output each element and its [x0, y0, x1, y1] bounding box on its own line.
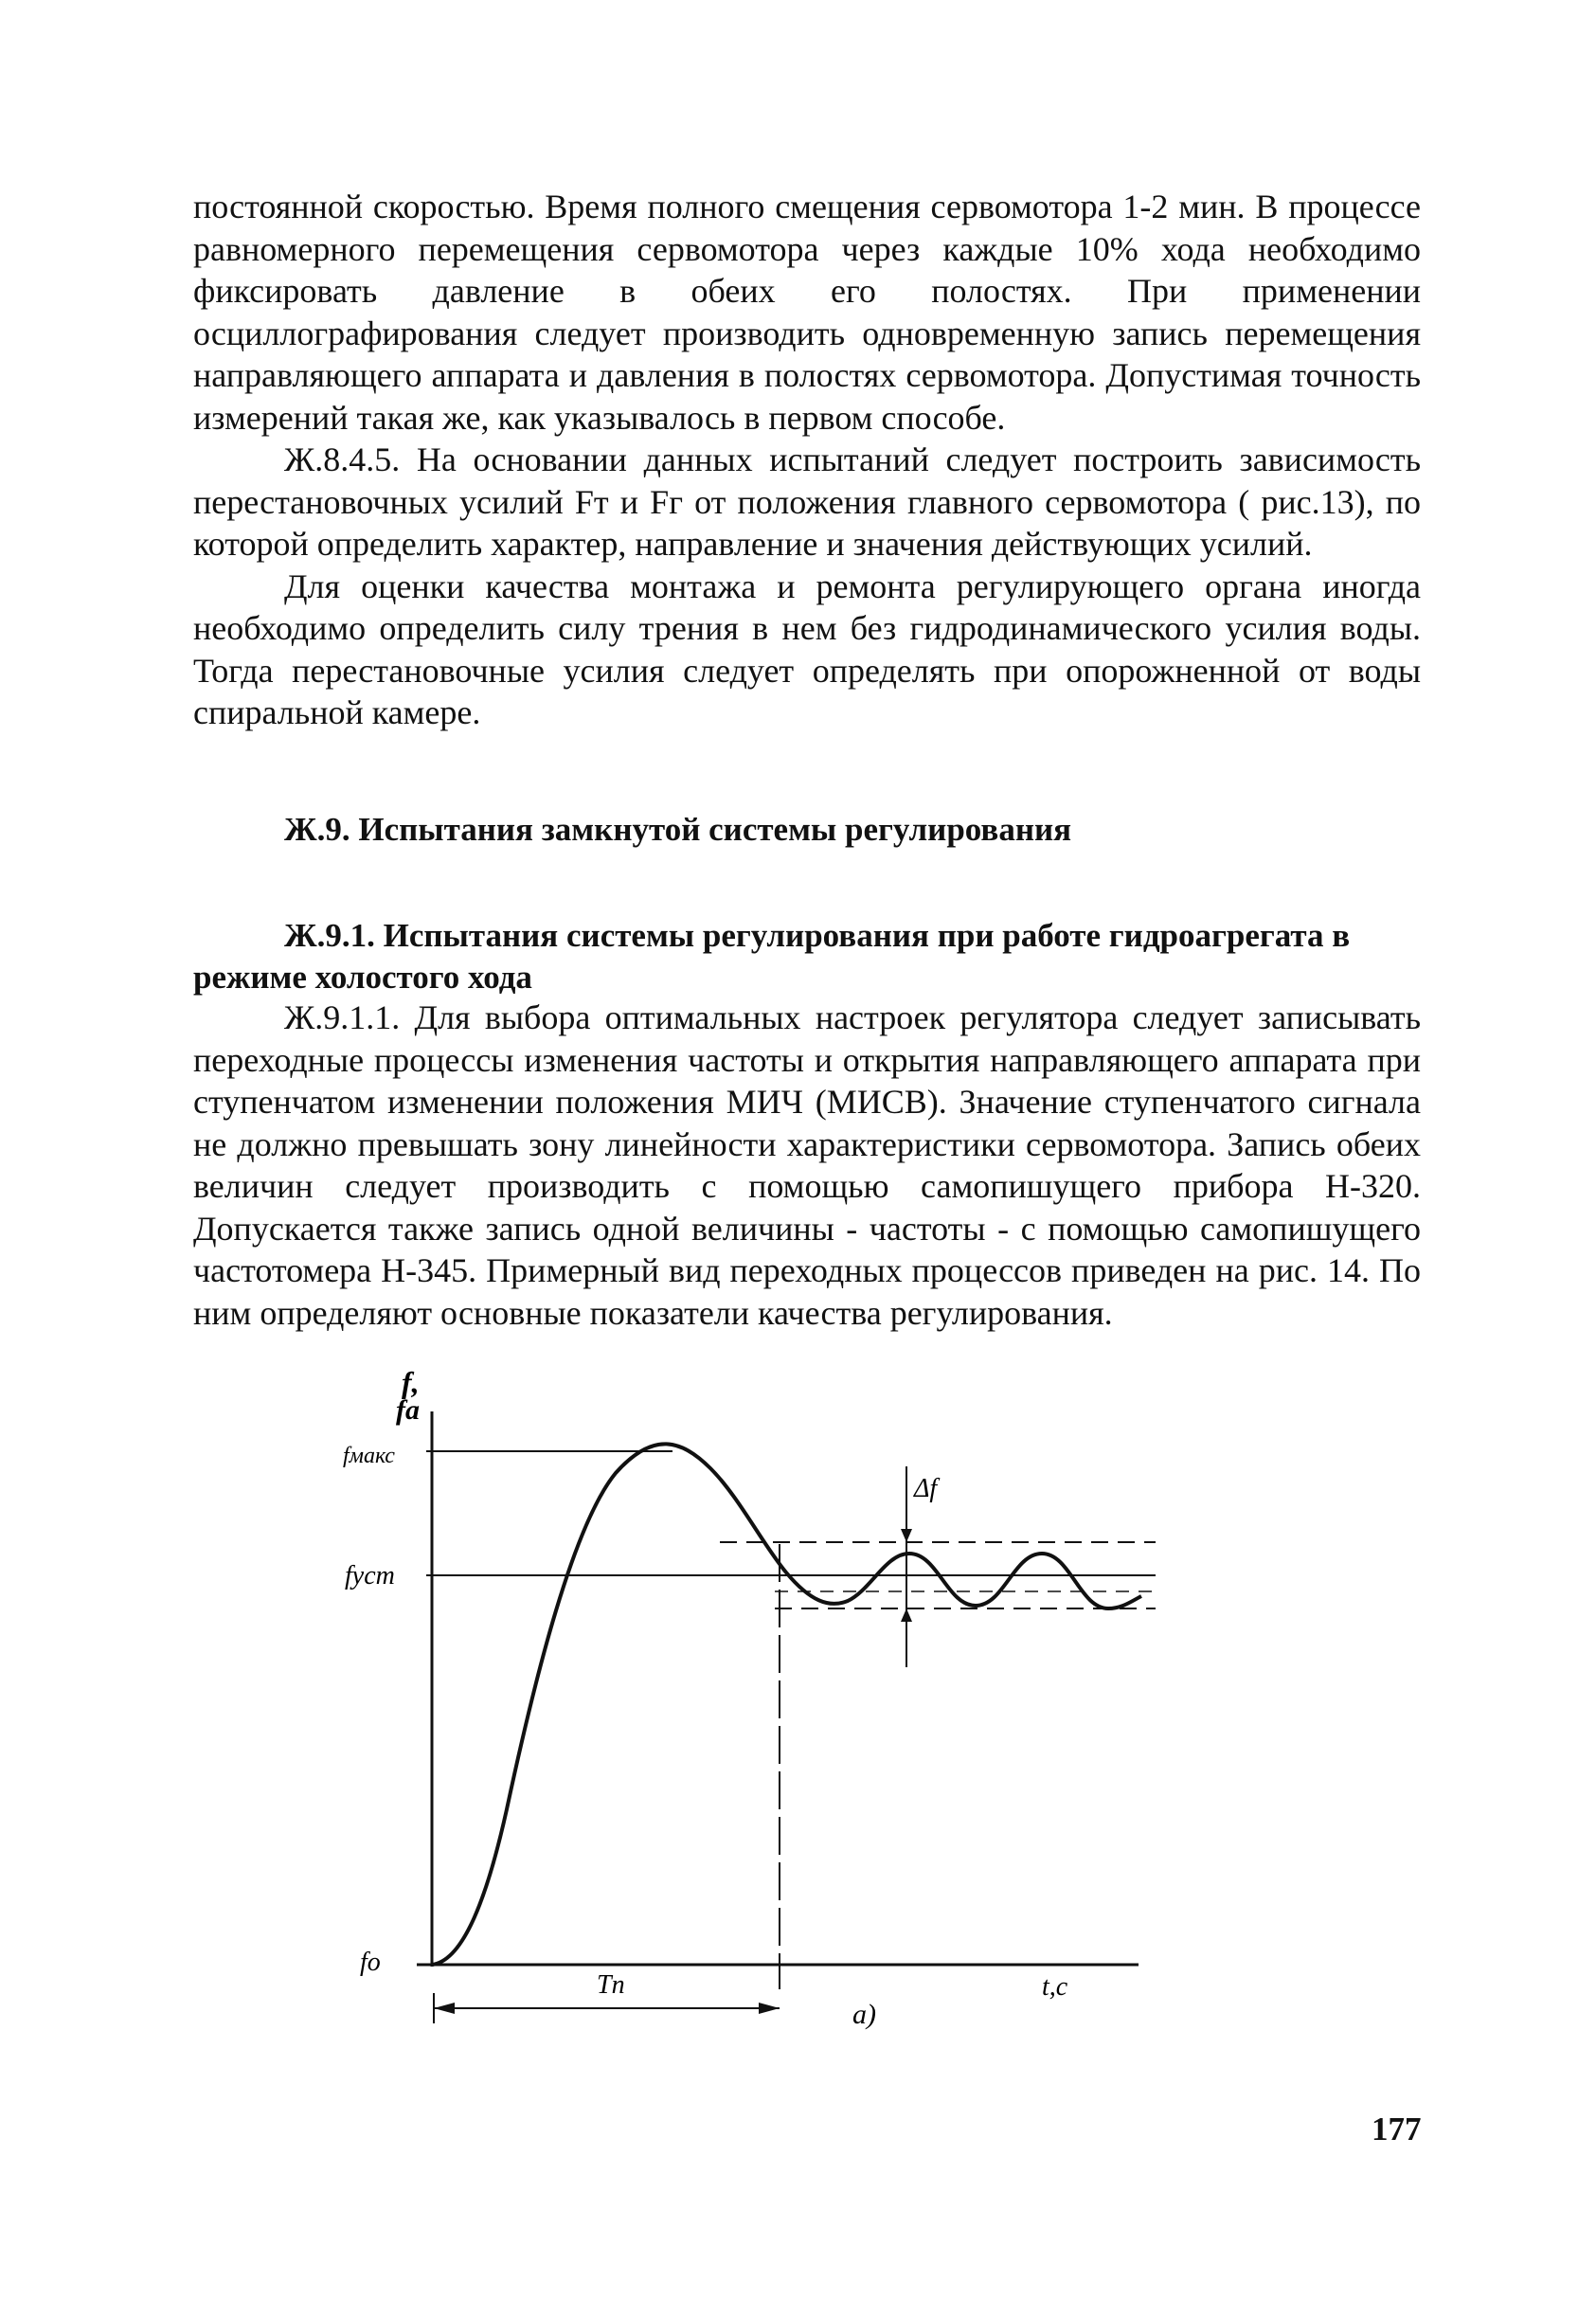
delta-f-arrow-top — [901, 1529, 912, 1542]
body-text-top — [193, 186, 1421, 734]
delta-f-arrow-bottom — [901, 1608, 912, 1622]
subsection-heading: Ж.9.1. Испытания системы регулирования при работе гидроагрегата в режиме холостого хода — [193, 917, 1351, 996]
paragraph-3: Для оценки качества монтажа и ремонта регулирующего органа иногда необходимо определить силу трения в нем без гидродинамического усилия воды. Тогда перестановочные усилия следует определять при опорожненной от воды спиральной камере. — [193, 566, 1421, 731]
fust-label: fуст — [345, 1561, 395, 1590]
page-number: 177 — [1372, 2111, 1422, 2147]
y-label-bottom: fa — [396, 1394, 420, 1426]
delta-f-label: Δf — [914, 1474, 938, 1503]
section-heading: Ж.9. Испытания замкнутой системы регулирования — [284, 811, 1072, 848]
transient-process-figure — [322, 1364, 1175, 2046]
paragraph-4: Ж.9.1.1. Для выбора оптимальных настроек регулятора следует записывать переходные процессы изменения частоты и открытия направляющего аппарата при ступенчатом изменении положения МИЧ (МИСВ). Значение ступенчатого сигнала не должно превышать зону линейности характеристики сервомотора. Запись обеих величин следует производить с помощью самопишущего прибора Н-320. Допускается также запись одной величины - частоты - с помощью самопишущего частотомера Н-345. Примерный вид переходных процессов приведен на рис. 14. По ним определяют основные показатели качества регулирования. — [193, 998, 1421, 1332]
y-label-top: f, — [402, 1365, 420, 1399]
x-axis-label: t,c — [1042, 1972, 1068, 2002]
fmax-label: fмакс — [343, 1444, 395, 1468]
subfigure-label: а) — [852, 1999, 876, 2030]
tp-arrow-left — [434, 2003, 455, 2014]
paragraph-1: постоянной скоростью. Время полного смещения сервомотора 1-2 мин. В процессе равномерного перемещения сервомотора через каждые 10% хода необходимо фиксировать давление в обеих его полостях. При применении осциллографирования следует производить одновременную запись перемещения направляющего аппарата и давления в полостях сервомотора. Допустимая точность измерений такая же, как указывалось в первом способе. — [193, 188, 1421, 437]
paragraph-2: Ж.8.4.5. На основании данных испытаний следует построить зависимость перестановочных усилий Fт и Fг от положения главного сервомотора ( рис.13), по которой определить характер, направление и значения действующих усилий. — [193, 440, 1421, 563]
body-text-bottom — [193, 997, 1421, 1334]
tp-label: Tп — [597, 1970, 625, 2000]
f0-label: fo — [360, 1948, 381, 1977]
transient-curve — [432, 1444, 1141, 1965]
tp-arrow-right — [759, 2003, 780, 2014]
